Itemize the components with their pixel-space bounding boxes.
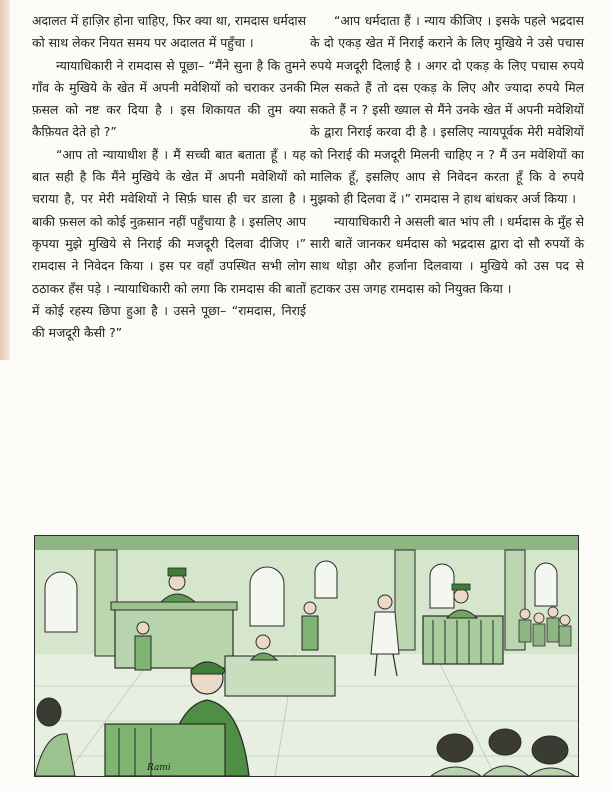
- courtroom-illustration: [34, 535, 579, 777]
- paragraph: “आप तो न्यायाधीश हैं । मैं सच्ची बात बताता हूँ । यह बात सही है कि मैंने मुखिये के खेत में अपनी मवेशियों को चराया है, पर मेरी मवेशियों ने सिर्फ़ घास ही चर डाला है । बाकी फ़सल को कोई नुक़सान नहीं पहुँचाया है । इसलिए आप कृपया मुझे मुखिये से निराई की मजदूरी दिलवा दीजिए ।” रामदास ने निवेदन किया । इस पर वहाँ उपस्थित सभी लोग ठठाकर हँस पड़े । न्यायाधिकारी को लगा कि रामदास की बातों में कोई रहस्य छिपा हुआ है । उसने पूछा– “रामदास, निराई की मजदूरी कैसी ?”: [32, 146, 306, 341]
- paragraph: अदालत में हाज़िर होना चाहिए, फिर क्या था, रामदास धर्मदास को साथ लेकर नियत समय पर अदालत में पहुँचा ।: [32, 13, 306, 51]
- text-column-left: [32, 10, 306, 344]
- paragraph: न्यायाधिकारी ने असली बात भांप ली । धर्मदास के मुँह से सारी बातें जानकर धर्मदास को भद्रदास द्वारा दो सौ रुपयों के साथ थोड़ा और हर्जाना दिलवाया । मुखिये को उस पद से हटाकर उस जगह रामदास को नियुक्त किया ।: [310, 213, 584, 296]
- page-edge: [0, 0, 10, 360]
- text-column-right: [310, 10, 584, 300]
- courtroom-scene: [35, 536, 578, 776]
- paragraph: न्यायाधिकारी ने रामदास से पूछा– “मैंने सुना है कि तुमने गाँव के मुखिये के खेत में अपनी मवेशियों को चराकर उनकी फ़सल को नष्ट कर दिया है । इस शिकायत की तुम क्या कैफ़ियत देते हो ?”: [32, 57, 306, 140]
- artist-signature: Rami: [147, 763, 171, 773]
- paragraph: “आप धर्मदाता हैं । न्याय कीजिए । इसके पहले भद्रदास के दो एकड़ खेत में निराई कराने के लिए मुखिये ने उसे पचास रुपये मजदूरी दिलाई है । अगर दो एकड़ के लिए पचास रुपये मिल सकते हैं तो दस एकड़ के लिए और ज्यादा रुपये मिल सकते हैं न ? इसी ख्याल से मैंने उनके खेत में अपनी मवेशियों के द्वारा निराई करवा दी है । इसलिए न्यायपूर्वक मेरी मवेशियों को निराई की मजदूरी मिलनी चाहिए न ? मैं उन मवेशियों का मालिक हूँ, इसलिए आप से निवेदन करता हूँ कि वे रुपये मुझको ही दिलवा दें ।” रामदास ने हाथ बांधकर अर्ज किया ।: [310, 13, 584, 207]
